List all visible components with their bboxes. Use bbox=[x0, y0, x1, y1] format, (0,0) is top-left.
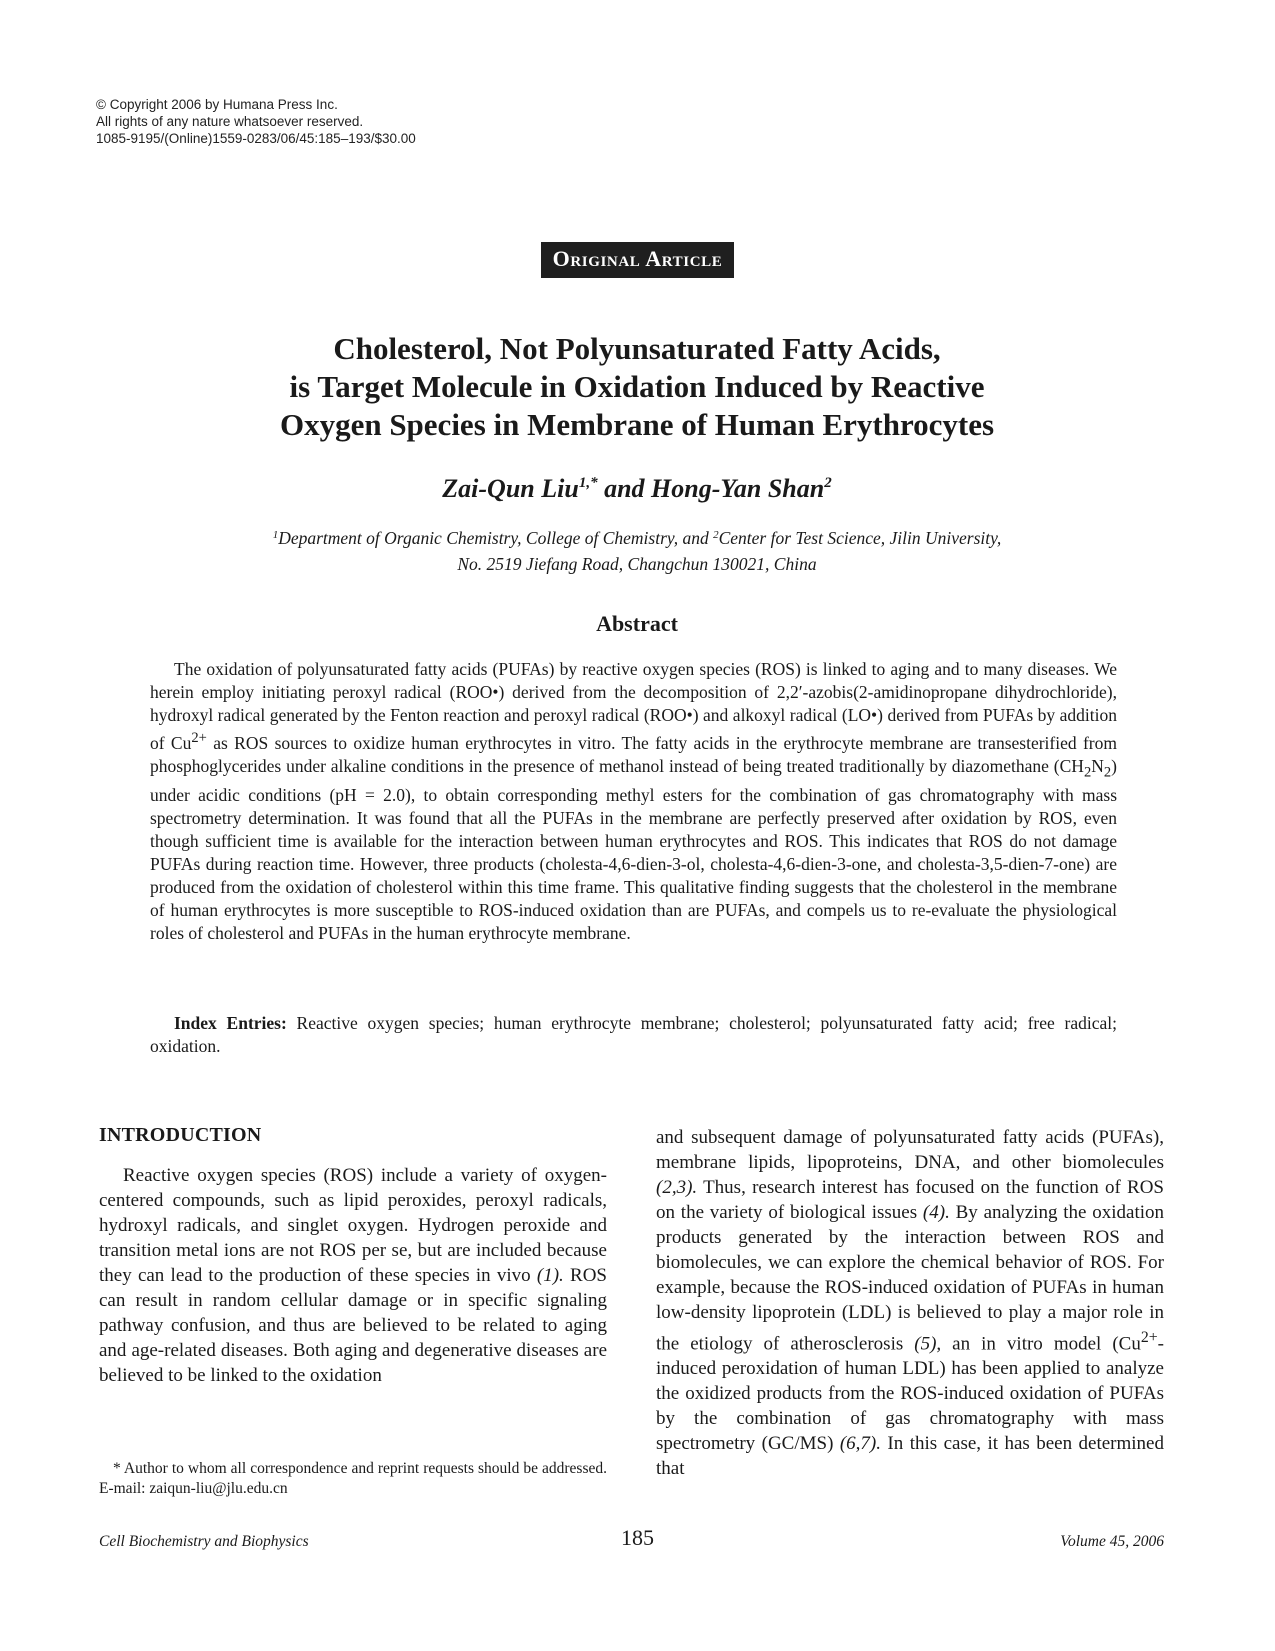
citation: (6,7). bbox=[839, 1433, 881, 1455]
abstract-heading: Abstract bbox=[596, 611, 678, 636]
subscript: 2 bbox=[1083, 764, 1092, 781]
body-column-left bbox=[99, 1163, 607, 1388]
abstract-text: ) under acidic conditions (pH = 2.0), to obtain corresponding methyl esters for the combination of gas chromatography with mass spectrometry determination. It was found that all the PUFAs in the membrane are perfectly preserved after oxidation by ROS, even though sufficient time is available for the interaction between human erythrocytes and ROS. This indicates that ROS do not damage PUFAs during reaction time. However, three products (cholesta-4,6-dien-3-ol, cholesta-4,6-dien-3-one, and cholesta-3,5-dien-7-one) are produced from the oxidation of cholesterol within this time frame. This qualitative finding suggests that the cholesterol in the membrane of human erythrocytes is more susceptible to ROS-induced oxidation than are PUFAs, and compels us to re-evaluate the physiological roles of cholesterol and PUFAs in the human erythrocyte membrane. bbox=[150, 755, 1117, 944]
abstract-text: The oxidation of polyunsaturated fatty acids (PUFAs) by reactive oxygen species (ROS) is linked to aging and to many diseases. We herein employ initiating peroxyl radical (ROO•) derived from the decomposition of 2,2′-azobis(2-amidinopropane dihydrochloride), hydroxyl radical generated by the Fenton reaction and peroxyl radical (ROO•) and alkoxyl radical (LO•) derived from PUFAs by addition of Cu bbox=[150, 659, 1117, 753]
body-text: Reactive oxygen species (ROS) include a variety of oxygen-centered compounds, such as lipid peroxides, peroxyl radicals, hydroxyl radicals, and singlet oxygen. Hydrogen peroxide and transition metal ions are not ROS per se, but are included because they can lead to the production of these species in vivo bbox=[99, 1165, 607, 1286]
body-text: In this case, it has been determined that bbox=[656, 1433, 1164, 1480]
body-text: an in vitro model (Cu bbox=[941, 1333, 1141, 1355]
copyright-line: © Copyright 2006 by Humana Press Inc. bbox=[96, 97, 338, 112]
affiliation-mark: 2 bbox=[713, 529, 719, 541]
affiliation-mark: 1 bbox=[272, 529, 279, 541]
copyright-notice bbox=[96, 96, 696, 147]
affiliation-text: Center for Test Science, Jilin University, bbox=[718, 528, 1002, 548]
title-line: Oxygen Species in Membrane of Human Erythrocytes bbox=[279, 407, 995, 442]
abstract-text: N bbox=[1091, 755, 1104, 776]
affiliation-text: Department of Organic Chemistry, College of Chemistry, and bbox=[278, 528, 714, 548]
paper-title bbox=[137, 330, 1137, 444]
author-affiliation-mark: 1,* bbox=[578, 475, 598, 491]
journal-name: Cell Biochemistry and Biophysics bbox=[99, 1533, 309, 1550]
superscript: 2+ bbox=[1140, 1329, 1158, 1346]
citation: (5), bbox=[914, 1333, 942, 1355]
body-column-right bbox=[656, 1125, 1164, 1481]
rights-line: All rights of any nature whatsoever reserved. bbox=[96, 114, 364, 129]
citation: (4). bbox=[922, 1202, 950, 1223]
abstract-body bbox=[150, 658, 1117, 945]
article-type-badge: Original Article bbox=[541, 242, 735, 278]
author-joiner: and bbox=[597, 474, 652, 503]
body-text: Thus, research interest has focused on the function of ROS on the variety of biological issues bbox=[656, 1177, 1164, 1223]
index-entries-text: Reactive oxygen species; human erythrocyte membrane; cholesterol; polyunsaturated fatty acid; free radical; oxidation. bbox=[150, 1013, 1118, 1056]
citation: (2,3). bbox=[656, 1177, 698, 1198]
superscript: 2+ bbox=[191, 730, 207, 746]
section-heading: INTRODUCTION bbox=[99, 1124, 262, 1146]
index-entries-label: Index Entries: bbox=[174, 1013, 287, 1033]
affiliation-line bbox=[137, 522, 1137, 551]
author-affiliation-mark: 2 bbox=[824, 475, 832, 491]
body-text: and subsequent damage of polyunsaturated fatty acids (PUFAs), membrane lipids, lipoproteins, DNA, and other biomolecules bbox=[656, 1127, 1164, 1173]
title-line: Cholesterol, Not Polyunsaturated Fatty Acids, bbox=[333, 331, 941, 366]
author-name: Zai-Qun Liu bbox=[442, 474, 579, 503]
citation: (1). bbox=[536, 1265, 564, 1286]
volume-info: Volume 45, 2006 bbox=[1060, 1533, 1164, 1550]
body-text: -induced peroxidation of human LDL) has been applied to analyze the oxidized products from the ROS-induced oxidation of PUFAs by the combination of gas chromatography with mass spectrometry (GC/MS) bbox=[656, 1333, 1164, 1455]
index-entries bbox=[150, 1012, 1117, 1058]
subscript: 2 bbox=[1103, 764, 1112, 781]
title-line: is Target Molecule in Oxidation Induced by Reactive bbox=[289, 369, 985, 404]
issn-line: 1085-9195/(Online)1559-0283/06/45:185–193/$30.00 bbox=[96, 131, 416, 146]
author-list bbox=[137, 474, 1137, 504]
body-text: By analyzing the oxidation products generated by the interaction between ROS and biomolecules, we can explore the chemical behavior of ROS. For example, because the ROS-induced oxidation of PUFAs in human low-density lipoprotein (LDL) is believed to play a major role in the etiology of atherosclerosis bbox=[656, 1202, 1165, 1355]
affiliation-address: No. 2519 Jiefang Road, Changchun 130021, China bbox=[457, 554, 817, 574]
abstract-text: as ROS sources to oxidize human erythrocytes in vitro. The fatty acids in the erythrocyte membrane are transesterified from phosphoglycerides under alkaline conditions in the presence of methanol instead of being treated traditionally by diazomethane (CH bbox=[150, 732, 1117, 776]
body-text: ROS can result in random cellular damage or in specific signaling pathway confusion, and thus are believed to be related to aging and age-related diseases. Both aging and degenerative diseases are believed to be linked to the oxidation bbox=[99, 1265, 607, 1386]
correspondence-footnote: * Author to whom all correspondence and reprint requests should be addressed. E-mail: zaiqun-liu@jlu.edu.cn bbox=[99, 1460, 607, 1497]
author-name: Hong-Yan Shan bbox=[651, 474, 825, 503]
page-number: 185 bbox=[621, 1525, 654, 1550]
article-type-banner bbox=[0, 242, 1275, 278]
affiliation bbox=[137, 522, 1137, 577]
